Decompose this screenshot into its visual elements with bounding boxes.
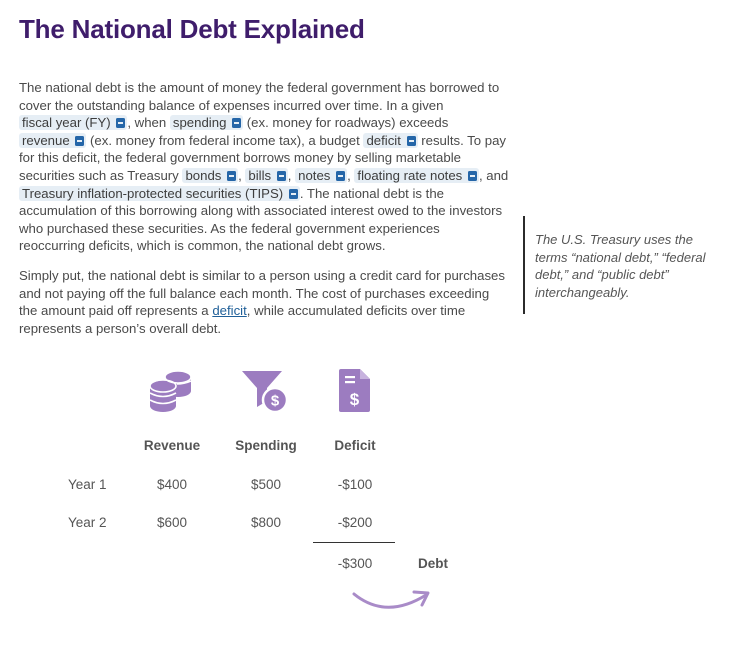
paragraph-text: Simply put, the national debt is similar to a person using a credit card for purchases and not paying off the full balance each month. The cost of purchases exceeding the amount paid off represents a [19,268,505,319]
glossary-term-bills[interactable] [245,168,287,183]
glossary-term-label: bills [248,167,272,183]
column-header-deficit: Deficit [334,438,376,453]
deficit-link[interactable]: deficit [212,303,247,319]
cell-spending: $800 [250,515,282,530]
glossary-book-icon[interactable] [227,171,236,181]
cell-deficit: -$200 [337,515,373,530]
glossary-term-label: revenue [22,132,70,148]
svg-text:$: $ [270,392,280,410]
glossary-term-floating-rate-notes[interactable] [354,168,479,183]
curved-arrow-icon [350,586,434,616]
glossary-term-label: Treasury inflation-protected securities (TIPS) [22,185,284,201]
debt-label: Debt [418,556,448,571]
glossary-term-label: floating rate notes [357,167,463,183]
glossary-term-fiscal-year[interactable] [19,115,127,130]
row-label-year-1: Year 1 [68,477,107,492]
paragraph-text: , [347,167,351,183]
page-title: The National Debt Explained [19,14,365,44]
document-dollar-icon [338,368,372,412]
paragraph-text: , and [478,167,509,183]
glossary-term-label: fiscal year (FY) [22,115,111,131]
column-header-spending: Spending [235,438,297,453]
glossary-book-icon[interactable] [75,136,84,146]
cell-revenue: $400 [156,477,188,492]
total-deficit: -$300 [337,556,373,571]
sum-rule [313,542,395,543]
glossary-term-revenue[interactable] [19,133,86,148]
paragraph-text: The national debt is the amount of money the federal government has borrowed to cover the outstanding balance of expenses incurred over time. In a given [19,80,500,113]
svg-text:$: $ [349,390,360,409]
cell-deficit: -$100 [337,477,373,492]
glossary-term-label: deficit [366,132,401,148]
glossary-term-notes[interactable] [295,168,347,183]
paragraph-text: , while accumulated deficits over time represents a person’s overall debt. [19,303,466,336]
glossary-book-icon[interactable] [277,171,286,181]
side-note: The U.S. Treasury uses the terms “national debt,” “federal debt,” and “public debt” interchangeably. [535,232,706,300]
paragraph-text: (ex. money for roadways) exceeds [246,115,449,131]
glossary-term-label: notes [298,167,331,183]
glossary-term-deficit[interactable] [363,133,417,148]
glossary-book-icon[interactable] [468,171,477,181]
analogy-paragraph [19,267,509,337]
glossary-term-label: spending [172,115,227,131]
intro-paragraph [19,79,509,255]
glossary-term-spending[interactable] [170,115,243,130]
row-label-year-2: Year 2 [68,515,107,530]
glossary-book-icon[interactable] [232,118,241,128]
paragraph-text: . The national debt is the accumulation of this borrowing along with associated interest owed to the investors who purchased these securities. As the federal government experiences reoccurring deficits, which is common, the national debt grows. [19,185,503,254]
glossary-term-bonds[interactable] [182,168,238,183]
paragraph-text: , when [127,115,167,131]
coins-stack-icon [148,369,194,413]
column-header-revenue: Revenue [143,438,201,453]
paragraph-text: (ex. money from federal income tax), a budget [90,132,360,148]
paragraph-text: , [287,167,292,183]
glossary-book-icon[interactable] [407,136,416,146]
cell-revenue: $600 [156,515,188,530]
glossary-term-label: bonds [185,167,222,183]
glossary-term-tips[interactable] [19,186,300,201]
glossary-book-icon[interactable] [289,189,298,199]
paragraph-text: results. To pay for this deficit, the federal government borrows money by selling marketable securities such as Treasury [19,132,507,183]
cell-spending: $500 [250,477,282,492]
funnel-dollar-icon [241,369,291,415]
side-note-divider [523,216,525,314]
glossary-book-icon[interactable] [336,171,345,181]
glossary-book-icon[interactable] [116,118,125,128]
paragraph-text: , [238,167,242,183]
